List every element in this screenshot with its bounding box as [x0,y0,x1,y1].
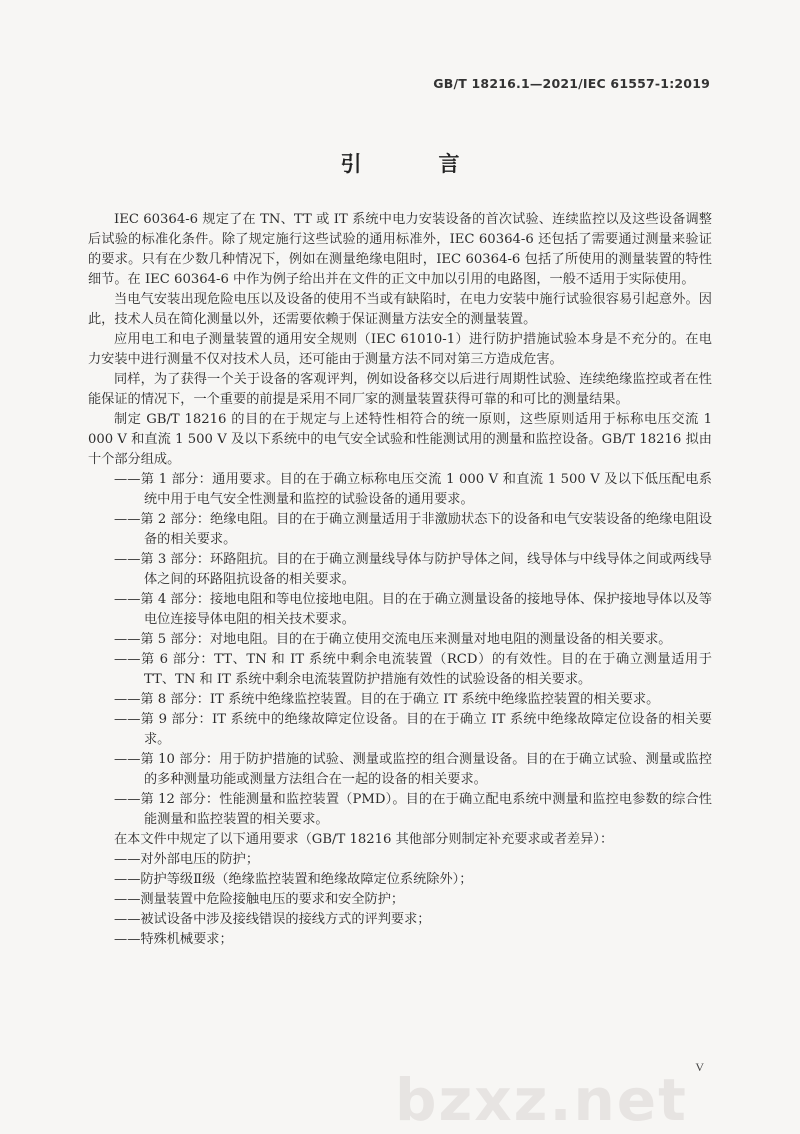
part-list-item: ——第 6 部分：TT、TN 和 IT 系统中剩余电流装置（RCD）的有效性。目的在于确立测量适用于 TT、TN 和 IT 系统中剩余电流装置防护措施有效性的试验设备的相关要求。 [114,652,712,687]
general-requirement-item: ——对外部电压的防护； [114,852,260,867]
part-list-item: ——第 8 部分：IT 系统中绝缘监控装置。目的在于确立 IT 系统中绝缘监控装置的相关要求。 [114,692,660,707]
part-list-item: ——第 5 部分：对地电阻。目的在于确立使用交流电压来测量对地电阻的测量设备的相关要求。 [114,632,672,647]
part-list-item: ——第 12 部分：性能测量和监控装置（PMD）。目的在于确立配电系统中测量和监控电参数的综合性能测量和监控装置的相关要求。 [114,792,712,827]
paragraph: IEC 60364-6 规定了在 TN、TT 或 IT 系统中电力安装设备的首次试验、连续监控以及这些设备调整后试验的标准化条件。除了规定施行这些试验的通用标准外，IEC 60364-6 还包括了需要通过测量来验证的要求。只有在少数几种情况下，例如在测量绝缘电阻时，IEC 60364-6 包括了所使用的测量装置的特性细节。在 IEC 60364-6 中作为例子给出并在文件的正文中加以引用的电路图，一般不适用于实际使用。 [88,212,712,287]
body-text [88,210,712,950]
general-requirement-item: ——特殊机械要求； [114,932,233,947]
part-list-item: ——第 3 部分：环路阻抗。目的在于确立测量线导体与防护导体之间，线导体与中线导体之间或两线导体之间的环路阻抗设备的相关要求。 [114,552,712,587]
part-list-item: ——第 4 部分：接地电阻和等电位接地电阻。目的在于确立测量设备的接地导体、保护接地导体以及等电位连接导体电阻的相关技术要求。 [114,592,712,627]
paragraph: 当电气安装出现危险电压以及设备的使用不当或有缺陷时，在电力安装中施行试验很容易引起意外。因此，技术人员在简化测量以外，还需要依赖于保证测量方法安全的测量装置。 [88,292,712,327]
part-list-item: ——第 1 部分：通用要求。目的在于确立标称电压交流 1 000 V 和直流 1 500 V 及以下低压配电系统中用于电气安全性测量和监控的试验设备的通用要求。 [114,472,712,507]
paragraph: 制定 GB/T 18216 的目的在于规定与上述特性相符合的统一原则，这些原则适用于标称电压交流 1 000 V 和直流 1 500 V 及以下系统中的电气安全试验和性能测试用的测量和监控设备。GB/T 18216 拟由十个部分组成。 [88,412,712,467]
part-list-item: ——第 9 部分：IT 系统中的绝缘故障定位设备。目的在于确立 IT 系统中绝缘故障定位设备的相关要求。 [114,712,712,747]
paragraph: 应用电工和电子测量装置的通用安全规则（IEC 61010-1）进行防护措施试验本身是不充分的。在电力安装中进行测量不仅对技术人员，还可能由于测量方法不同对第三方造成危害。 [88,332,712,367]
general-requirement-item: ——被试设备中涉及接线错误的接线方式的评判要求； [114,912,431,927]
page-title: 引 言 [340,151,488,176]
standard-code-header: GB/T 18216.1—2021/IEC 61557-1:2019 [433,76,710,91]
part-list-item: ——第 2 部分：绝缘电阻。目的在于确立测量适用于非激励状态下的设备和电气安装设备的绝缘电阻设备的相关要求。 [114,512,712,547]
general-requirements-intro: 在本文件中规定了以下通用要求（GB/T 18216 其他部分则制定补充要求或者差异）： [114,832,614,847]
paragraph: 同样，为了获得一个关于设备的客观评判，例如设备移交以后进行周期性试验、连续绝缘监控或者在性能保证的情况下，一个重要的前提是采用不同厂家的测量装置获得可靠的和可比的测量结果。 [88,372,712,407]
part-list-item: ——第 10 部分：用于防护措施的试验、测量或监控的组合测量设备。目的在于确立试验、测量或监控的多种测量功能或测量方法组合在一起的设备的相关要求。 [114,752,712,787]
general-requirement-item: ——测量装置中危险接触电压的要求和安全防护； [114,892,405,907]
page-number: V [695,1060,704,1074]
watermark: bzxz.net [395,1066,688,1134]
general-requirement-item: ——防护等级Ⅱ级（绝缘监控装置和绝缘故障定位系统除外）； [114,872,473,887]
